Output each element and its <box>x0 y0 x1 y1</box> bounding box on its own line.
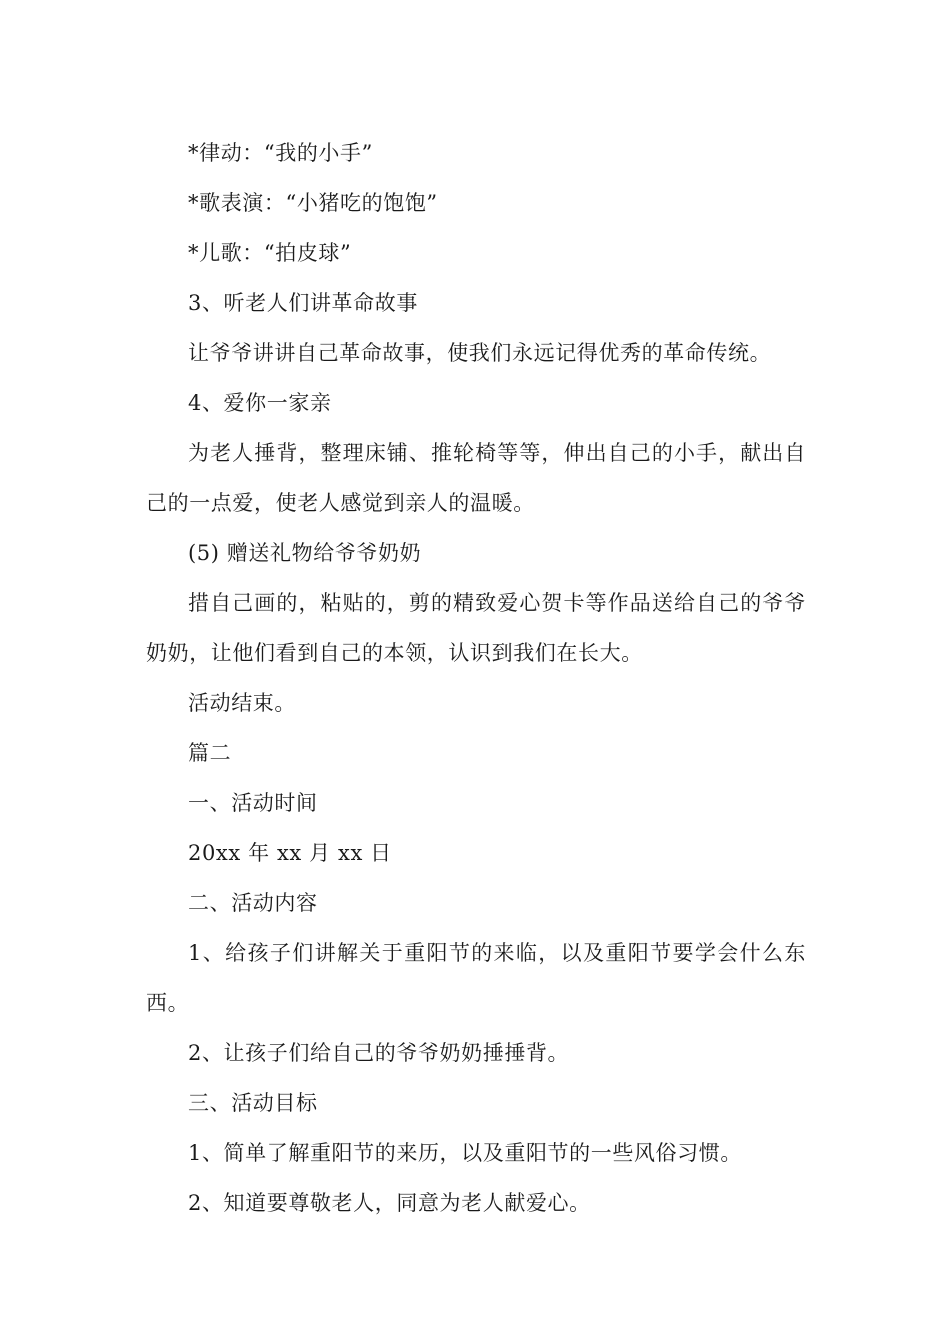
document-body <box>146 128 806 1228</box>
paragraph-activity-end: 活动结束。 <box>188 691 296 715</box>
paragraph-activity-date: 20xx 年 xx 月 xx 日 <box>188 841 392 865</box>
heading-activity-content: 二、活动内容 <box>188 891 318 915</box>
paragraph-love-family: 为老人捶背，整理床铺、推轮椅等等，伸出自己的小手，献出自己的一点爱，使老人感觉到亲人的温暖。 <box>146 441 806 515</box>
heading-activity-goals: 三、活动目标 <box>188 1091 318 1115</box>
paragraph-rhythm: *律动：“我的小手” <box>188 141 373 165</box>
heading-revolution-stories: 3、听老人们讲革命故事 <box>188 291 418 315</box>
paragraph-goal-item-1: 1、简单了解重阳节的来历，以及重阳节的一些风俗习惯。 <box>188 1141 742 1165</box>
paragraph-goal-item-2: 2、知道要尊敬老人，同意为老人献爱心。 <box>188 1191 591 1215</box>
paragraph-nursery-rhyme: *儿歌：“拍皮球” <box>188 241 352 265</box>
heading-gifts: (5) 赠送礼物给爷爷奶奶 <box>188 541 422 565</box>
section-title-part-two: 篇二 <box>188 741 232 765</box>
paragraph-gifts: 措自己画的，粘贴的，剪的精致爱心贺卡等作品送给自己的爷爷奶奶，让他们看到自己的本领，认识到我们在长大。 <box>146 591 806 665</box>
paragraph-revolution-stories: 让爷爷讲讲自己革命故事，使我们永远记得优秀的革命传统。 <box>188 341 772 365</box>
paragraph-song-performance: *歌表演：“小猪吃的饱饱” <box>188 191 438 215</box>
paragraph-content-item-1: 1、给孩子们讲解关于重阳节的来临，以及重阳节要学会什么东西。 <box>146 941 806 1015</box>
paragraph-content-item-2: 2、让孩子们给自己的爷爷奶奶捶捶背。 <box>188 1041 570 1065</box>
heading-activity-time: 一、活动时间 <box>188 791 318 815</box>
heading-love-family: 4、爱你一家亲 <box>188 391 332 415</box>
